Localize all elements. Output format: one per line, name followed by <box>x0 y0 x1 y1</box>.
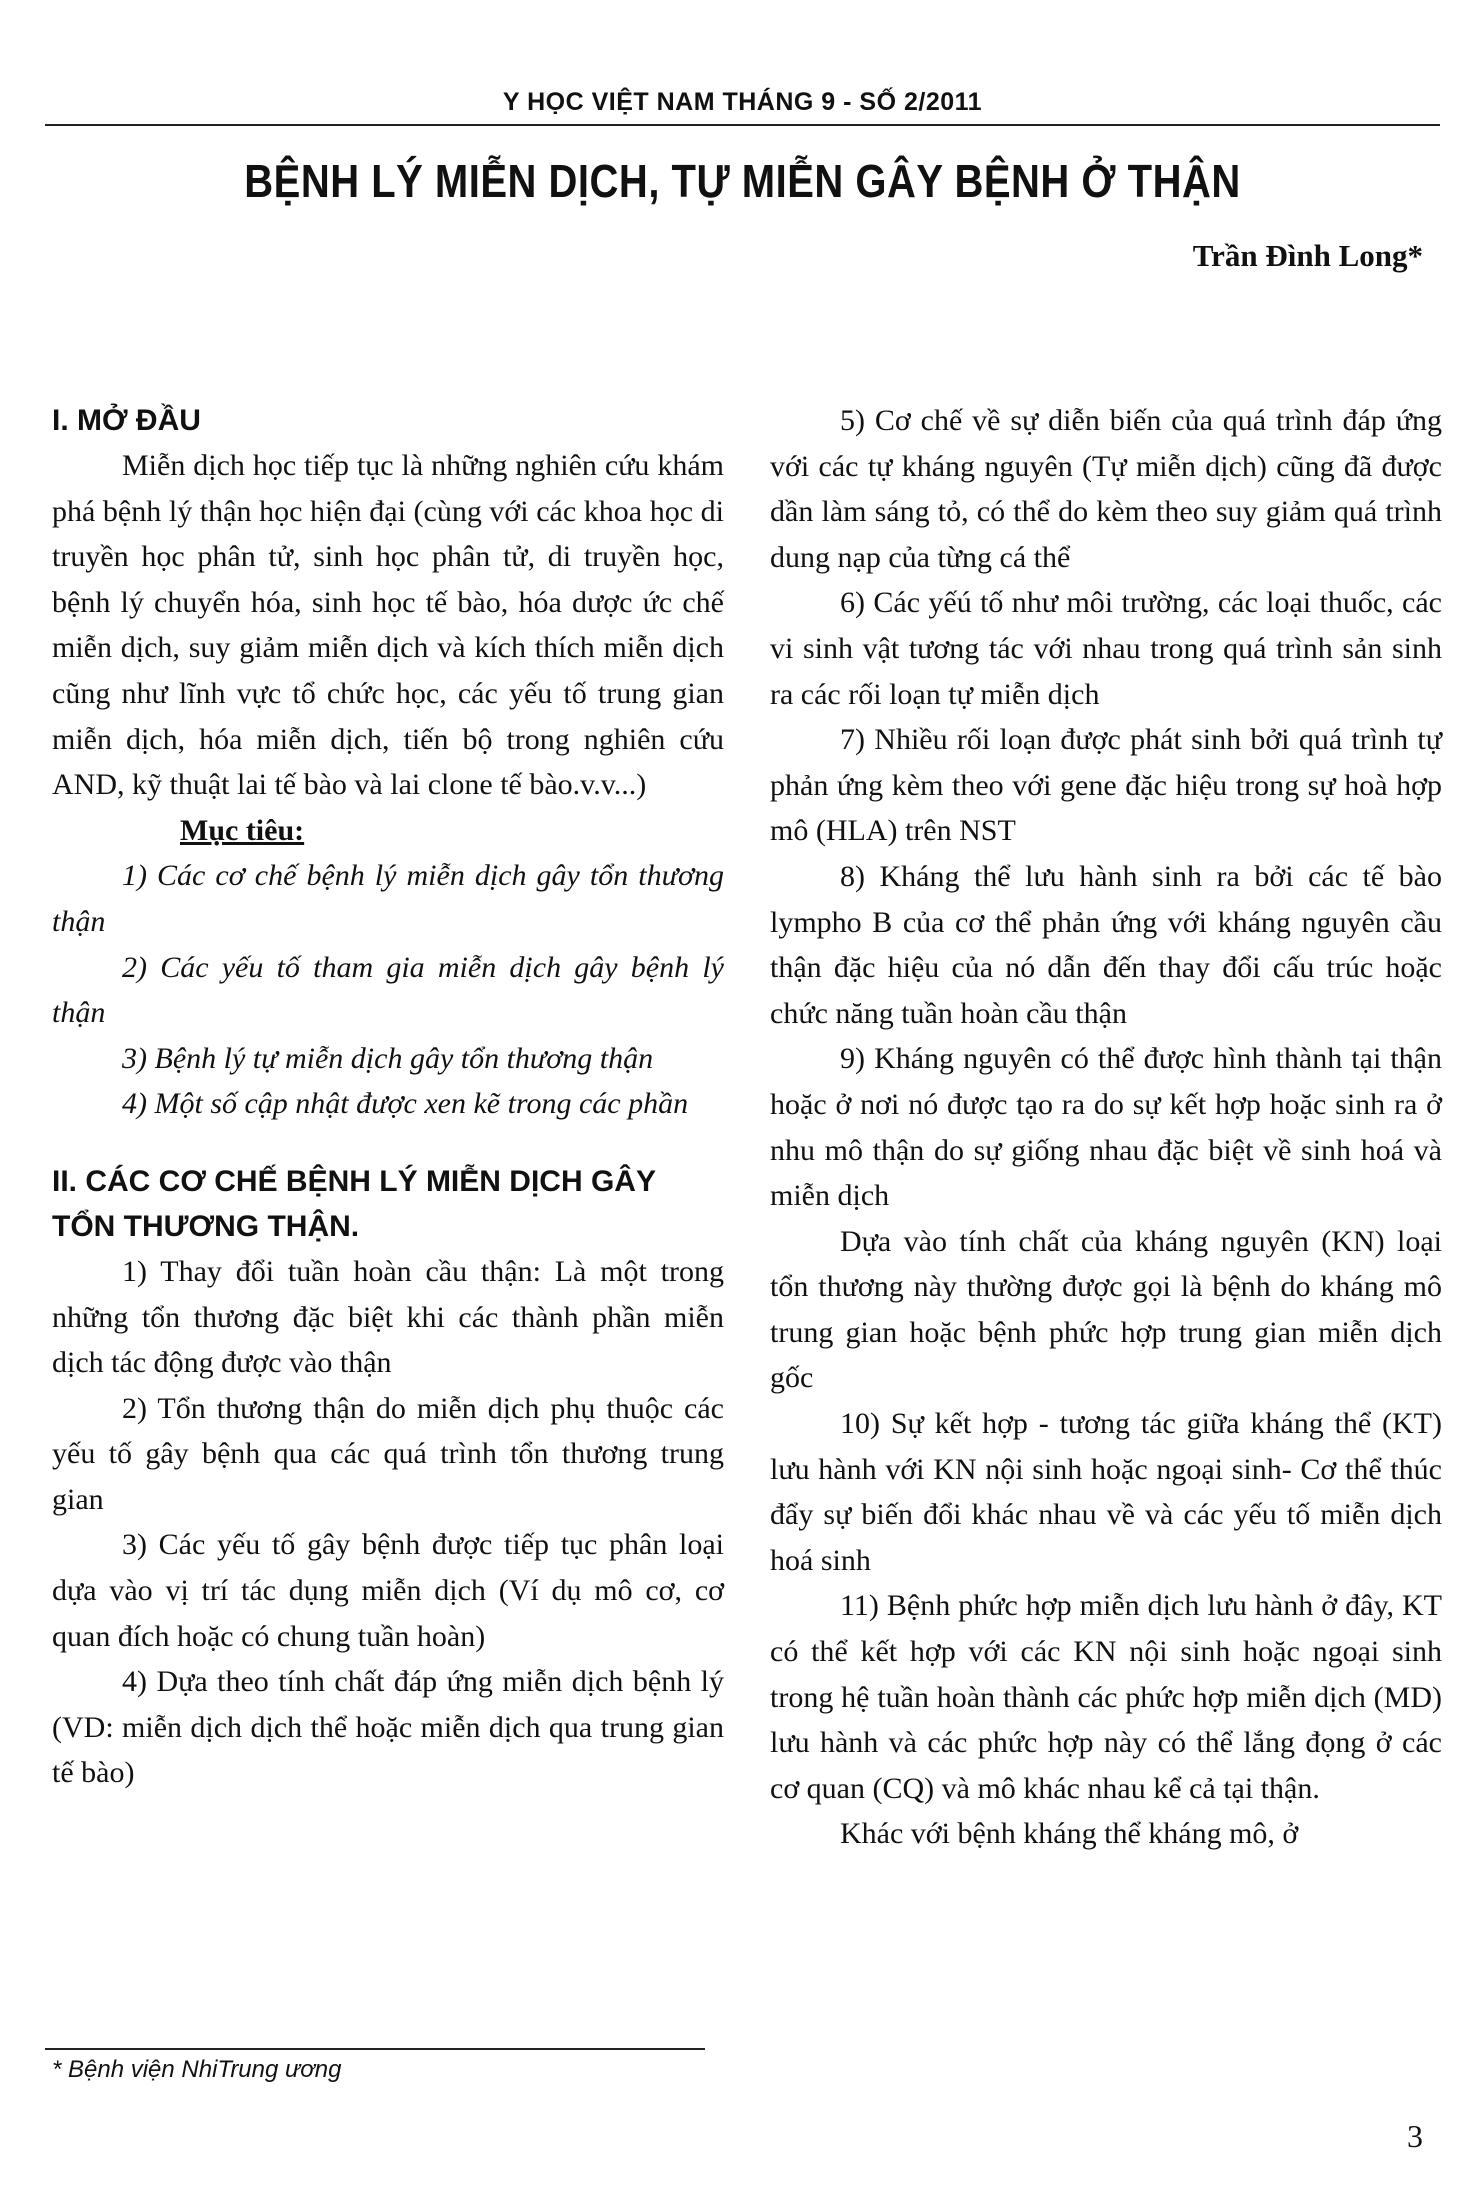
mechanism-item: 10) Sự kết hợp - tương tác giữa kháng thể (KT) lưu hành với KN nội sinh hoặc ngoại sinh- Cơ thể thúc đẩy sự biến đổi khác nhau về và các yếu tố miễn dịch hoá sinh <box>770 1407 1442 1577</box>
mechanism-item: 4) Dựa theo tính chất đáp ứng miễn dịch bệnh lý (VD: miễn dịch dịch thể hoặc miễn dịch qua trung gian tế bào) <box>52 1665 724 1790</box>
objective-item: 3) Bệnh lý tự miễn dịch gây tổn thương thận <box>122 1041 654 1075</box>
mechanism-item: 3) Các yếu tố gây bệnh được tiếp tục phân loại dựa vào vị trí tác dụng miễn dịch (Ví dụ mô cơ, cơ quan đích hoặc có chung tuần hoàn) <box>52 1528 724 1653</box>
objective-item: 1) Các cơ chế bệnh lý miễn dịch gây tổn thương thận <box>52 859 724 938</box>
intro-paragraph: Miễn dịch học tiếp tục là những nghiên cứu khám phá bệnh lý thận học hiện đại (cùng với các khoa học di truyền học phân tử, sinh học phân tử, di truyền học, bệnh lý chuyển hóa, sinh học tế bào, hóa dược ức chế miễn dịch, suy giảm miễn dịch và kích thích miễn dịch cũng như lĩnh vực tổ chức học, các yếu tố trung gian miễn dịch, hóa miễn dịch, tiến bộ trong nghiên cứu AND, kỹ thuật lai tế bào và lai clone tế bào.v.v...) <box>52 449 724 802</box>
author-affiliation-footnote: * Bệnh viện NhiTrung ương <box>52 2056 342 2083</box>
mechanism-item: 8) Kháng thể lưu hành sinh ra bởi các tế bào lympho B của cơ thể phản ứng với kháng nguyên cầu thận đặc hiệu của nó dẫn đến thay đổi cấu trúc hoặc chức năng tuần hoàn cầu thận <box>770 859 1442 1030</box>
article-title: BỆNH LÝ MIỄN DỊCH, TỰ MIỄN GÂY BỆNH Ở THẬN <box>244 156 1241 208</box>
body-paragraph: Dựa vào tính chất của kháng nguyên (KN) loại tổn thương này thường được gọi là bệnh do kháng mô trung gian hoặc bệnh phức hợp trung gian miễn dịch gốc <box>770 1224 1442 1395</box>
objectives-label: Mục tiêu: <box>180 813 305 847</box>
author-name: Trần Đình Long* <box>1192 238 1423 273</box>
body-paragraph: Khác với bệnh kháng thể kháng mô, ở <box>840 1817 1299 1851</box>
right-column <box>770 398 1442 1857</box>
mechanism-item: 2) Tổn thương thận do miễn dịch phụ thuộc các yếu tố gây bệnh qua các quá trình tổn thương trung gian <box>52 1391 724 1516</box>
mechanism-item: 11) Bệnh phức hợp miễn dịch lưu hành ở đây, KT có thể kết hợp với các KN nội sinh hoặc ngoại sinh trong hệ tuần hoàn thành các phức hợp miễn dịch (MD) lưu hành và các phức hợp này có thể lắng đọng ở các cơ quan (CQ) và mô khác nhau kể cả tại thận. <box>770 1589 1442 1805</box>
page-number: 3 <box>1407 2118 1423 2154</box>
objective-item: 2) Các yếu tố tham gia miễn dịch gây bệnh lý thận <box>52 950 724 1030</box>
section-heading-mechanisms: II. CÁC CƠ CHẾ BỆNH LÝ MIỄN DỊCH GÂY TỔN THƯƠNG THẬN. <box>52 1164 656 1243</box>
footnote-rule <box>45 2048 705 2050</box>
mechanism-item: 7) Nhiều rối loạn được phát sinh bởi quá trình tự phản ứng kèm theo với gene đặc hiệu trong sự hoà hợp mô (HLA) trên NST <box>770 723 1442 848</box>
section-heading-introduction: I. MỞ ĐẦU <box>52 404 201 437</box>
mechanism-item: 5) Cơ chế về sự diễn biến của quá trình đáp ứng với các tự kháng nguyên (Tự miễn dịch) cũng đã được dần làm sáng tỏ, có thể do kèm theo suy giảm quá trình dung nạp của từng cá thể <box>770 404 1442 574</box>
objective-item: 4) Một số cập nhật được xen kẽ trong các phần <box>122 1087 689 1121</box>
header-rule <box>45 124 1440 126</box>
mechanism-item: 6) Các yếú tố như môi trường, các loại thuốc, các vi sinh vật tương tác với nhau trong quá trình sản sinh ra các rối loạn tự miễn dịch <box>770 586 1442 711</box>
left-column <box>52 398 724 1796</box>
mechanism-item: 1) Thay đổi tuần hoàn cầu thận: Là một trong những tổn thương đặc biệt khi các thành phần miễn dịch tác động được vào thận <box>52 1254 724 1380</box>
mechanism-item: 9) Kháng nguyên có thể được hình thành tại thận hoặc ở nơi nó được tạo ra do sự kết hợp hoặc sinh ra ở nhu mô thận do sự giống nhau đặc biệt về sinh hoá và miễn dịch <box>770 1042 1442 1213</box>
journal-header: Y HỌC VIỆT NAM THÁNG 9 - SỐ 2/2011 <box>502 88 983 116</box>
